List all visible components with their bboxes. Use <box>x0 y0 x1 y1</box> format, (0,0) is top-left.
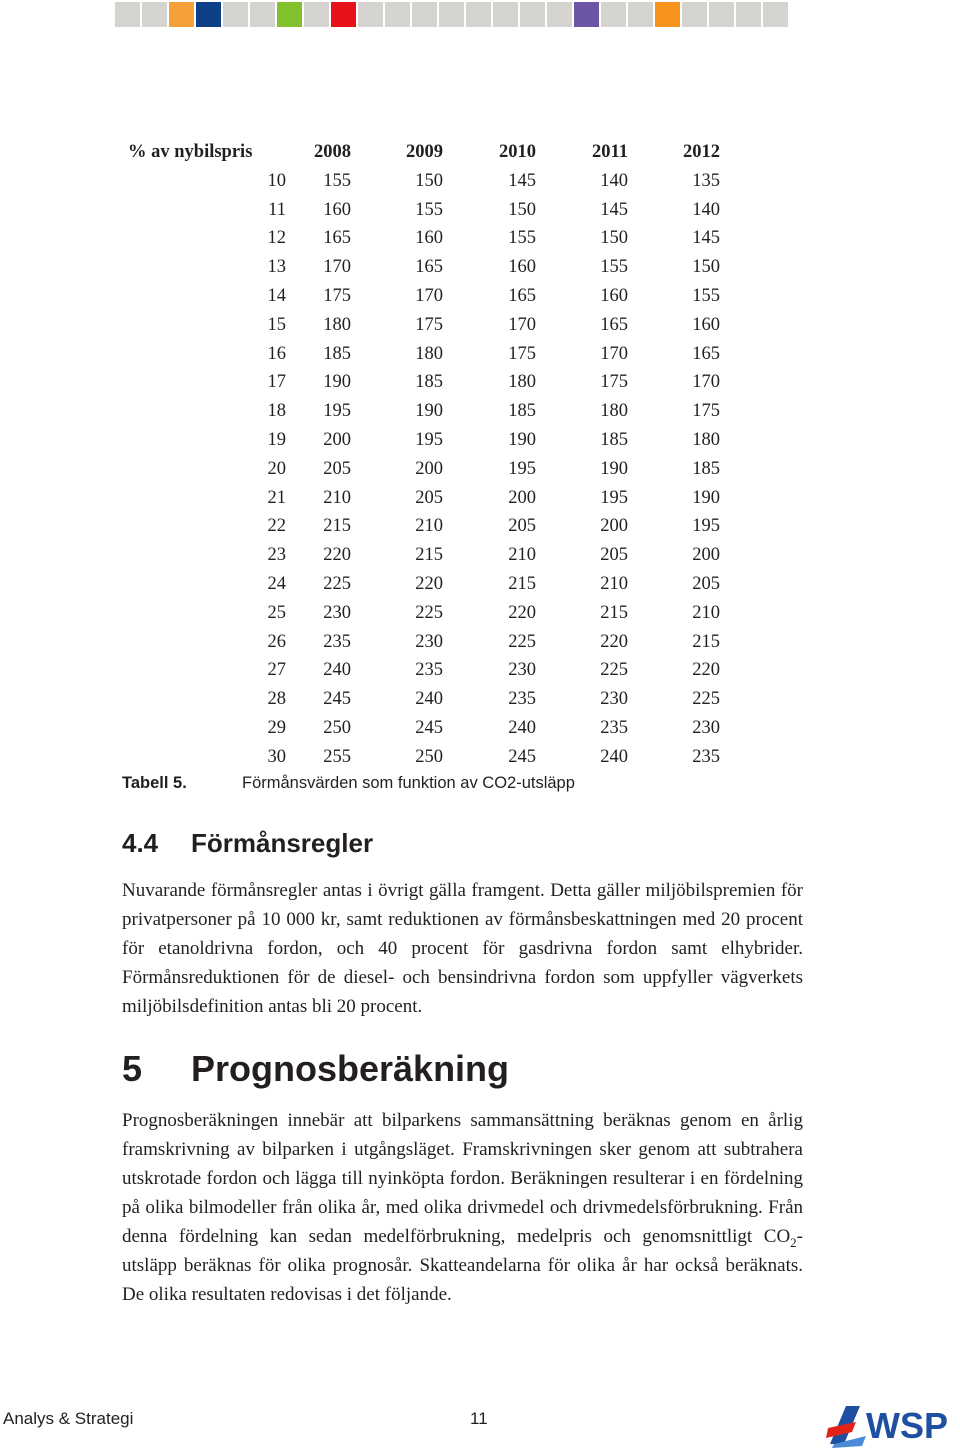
color-swatch <box>304 2 329 27</box>
table-row <box>120 484 720 513</box>
percent-cell: 10 <box>267 170 286 191</box>
value-cell: 160 <box>415 228 443 249</box>
color-swatch <box>493 2 518 27</box>
percent-cell: 11 <box>268 199 286 220</box>
percent-cell: 27 <box>267 660 286 681</box>
value-cell: 140 <box>600 170 628 191</box>
value-cell: 155 <box>415 199 443 220</box>
color-swatch <box>763 2 788 27</box>
value-cell: 180 <box>323 314 351 335</box>
percent-cell: 20 <box>267 458 286 479</box>
footer-department: Analys & Strategi <box>3 1409 134 1428</box>
color-swatch <box>682 2 707 27</box>
color-swatch <box>223 2 248 27</box>
value-cell: 200 <box>415 458 443 479</box>
column-header: 2012 <box>683 142 720 162</box>
value-cell: 170 <box>415 285 443 306</box>
value-cell: 240 <box>323 660 351 681</box>
value-cell: 165 <box>415 257 443 278</box>
column-header: 2010 <box>499 142 536 162</box>
value-cell: 205 <box>415 487 443 508</box>
value-cell: 230 <box>415 631 443 652</box>
value-cell: 220 <box>323 545 351 566</box>
column-header: 2011 <box>592 142 628 162</box>
value-cell: 180 <box>692 429 720 450</box>
value-cell: 215 <box>415 545 443 566</box>
color-swatch <box>574 2 599 27</box>
percent-cell: 18 <box>267 401 286 422</box>
value-cell: 225 <box>508 631 536 652</box>
value-cell: 255 <box>323 746 351 767</box>
color-swatch <box>331 2 356 27</box>
value-cell: 220 <box>415 573 443 594</box>
value-cell: 165 <box>323 228 351 249</box>
value-cell: 210 <box>415 516 443 537</box>
value-cell: 155 <box>600 257 628 278</box>
color-swatch <box>250 2 275 27</box>
value-cell: 160 <box>600 285 628 306</box>
value-cell: 175 <box>415 314 443 335</box>
value-cell: 170 <box>692 372 720 393</box>
table-header-row <box>120 138 720 167</box>
percent-cell: 19 <box>267 429 286 450</box>
value-cell: 175 <box>692 401 720 422</box>
value-cell: 215 <box>600 602 628 623</box>
value-cell: 205 <box>692 573 720 594</box>
color-swatch <box>196 2 221 27</box>
value-cell: 220 <box>508 602 536 623</box>
value-cell: 235 <box>692 746 720 767</box>
color-swatch <box>385 2 410 27</box>
subscript: 2 <box>790 1234 797 1250</box>
page-number: 11 <box>470 1409 488 1428</box>
chapter-heading-5 <box>122 1048 509 1090</box>
value-cell: 155 <box>692 285 720 306</box>
value-cell: 240 <box>415 689 443 710</box>
value-cell: 230 <box>323 602 351 623</box>
value-cell: 155 <box>323 170 351 191</box>
value-cell: 250 <box>323 717 351 738</box>
table-row <box>120 656 720 685</box>
chapter-5-paragraph <box>122 1106 803 1309</box>
value-cell: 240 <box>600 746 628 767</box>
table-row <box>120 599 720 628</box>
percent-cell: 15 <box>267 314 286 335</box>
table-row <box>120 311 720 340</box>
paragraph-text-part: -utsläpp beräknas för olika prognosår. Skatteandelarna för olika år har också beräknats. De olika resultaten redovisas i det följande. <box>122 1226 803 1305</box>
table-row <box>120 426 720 455</box>
value-cell: 160 <box>508 257 536 278</box>
value-cell: 160 <box>323 199 351 220</box>
value-cell: 205 <box>600 545 628 566</box>
table-row <box>120 397 720 426</box>
value-cell: 140 <box>692 199 720 220</box>
value-cell: 225 <box>692 689 720 710</box>
value-cell: 235 <box>323 631 351 652</box>
table-caption <box>122 774 575 793</box>
value-cell: 180 <box>415 343 443 364</box>
percent-cell: 24 <box>267 573 286 594</box>
value-cell: 165 <box>692 343 720 364</box>
value-cell: 200 <box>600 516 628 537</box>
value-cell: 230 <box>692 717 720 738</box>
table-row <box>120 224 720 253</box>
section-title: Förmånsregler <box>191 828 374 858</box>
percent-cell: 23 <box>267 545 286 566</box>
value-cell: 150 <box>692 257 720 278</box>
value-cell: 145 <box>600 199 628 220</box>
value-cell: 195 <box>415 429 443 450</box>
value-cell: 190 <box>508 429 536 450</box>
table-row <box>120 570 720 599</box>
percent-cell: 28 <box>267 689 286 710</box>
value-cell: 180 <box>508 372 536 393</box>
value-cell: 165 <box>508 285 536 306</box>
table-row <box>120 340 720 369</box>
value-cell: 185 <box>692 458 720 479</box>
value-cell: 145 <box>508 170 536 191</box>
value-cell: 200 <box>692 545 720 566</box>
value-cell: 190 <box>600 458 628 479</box>
table-row <box>120 253 720 282</box>
percent-cell: 14 <box>267 285 286 306</box>
value-cell: 160 <box>692 314 720 335</box>
value-cell: 195 <box>692 516 720 537</box>
table-row <box>120 196 720 225</box>
section-number: 4.4 <box>122 828 159 858</box>
column-header: % av nybilspris <box>128 142 253 162</box>
value-cell: 190 <box>323 372 351 393</box>
color-swatch <box>709 2 734 27</box>
value-cell: 245 <box>508 746 536 767</box>
value-cell: 220 <box>692 660 720 681</box>
table-row <box>120 368 720 397</box>
value-cell: 245 <box>323 689 351 710</box>
value-cell: 235 <box>508 689 536 710</box>
table-row <box>120 628 720 657</box>
value-cell: 200 <box>323 429 351 450</box>
value-cell: 205 <box>323 458 351 479</box>
color-swatch <box>142 2 167 27</box>
value-cell: 170 <box>323 257 351 278</box>
table-row <box>120 541 720 570</box>
color-swatch <box>439 2 464 27</box>
percent-cell: 29 <box>267 717 286 738</box>
value-cell: 180 <box>600 401 628 422</box>
percent-cell: 12 <box>267 228 286 249</box>
value-cell: 225 <box>323 573 351 594</box>
percent-cell: 30 <box>267 746 286 767</box>
table-row <box>120 167 720 196</box>
value-cell: 170 <box>508 314 536 335</box>
caption-text: Förmånsvärden som funktion av CO2-utsläpp <box>242 774 575 792</box>
color-swatch-bar <box>115 2 790 27</box>
color-swatch <box>655 2 680 27</box>
table-row <box>120 685 720 714</box>
value-cell: 165 <box>600 314 628 335</box>
section-heading-4-4 <box>122 828 373 859</box>
color-swatch <box>412 2 437 27</box>
color-swatch <box>547 2 572 27</box>
table-row <box>120 455 720 484</box>
value-cell: 250 <box>415 746 443 767</box>
percent-cell: 22 <box>267 516 286 537</box>
percent-cell: 26 <box>267 631 286 652</box>
value-cell: 205 <box>508 516 536 537</box>
value-cell: 185 <box>508 401 536 422</box>
chapter-title: Prognosberäkning <box>191 1048 510 1089</box>
value-cell: 235 <box>600 717 628 738</box>
benefit-values-table <box>120 138 720 772</box>
column-header: 2008 <box>314 142 351 162</box>
value-cell: 210 <box>508 545 536 566</box>
color-swatch <box>277 2 302 27</box>
value-cell: 190 <box>415 401 443 422</box>
color-swatch <box>115 2 140 27</box>
wsp-logo-icon <box>826 1400 960 1448</box>
column-header: 2009 <box>406 142 443 162</box>
color-swatch <box>601 2 626 27</box>
value-cell: 195 <box>323 401 351 422</box>
value-cell: 225 <box>600 660 628 681</box>
value-cell: 220 <box>600 631 628 652</box>
value-cell: 235 <box>415 660 443 681</box>
value-cell: 215 <box>692 631 720 652</box>
caption-number: Tabell 5. <box>122 774 187 792</box>
value-cell: 195 <box>508 458 536 479</box>
value-cell: 190 <box>692 487 720 508</box>
color-swatch <box>628 2 653 27</box>
table-row <box>120 743 720 772</box>
percent-cell: 21 <box>267 487 286 508</box>
value-cell: 195 <box>600 487 628 508</box>
value-cell: 210 <box>692 602 720 623</box>
value-cell: 135 <box>692 170 720 191</box>
value-cell: 150 <box>415 170 443 191</box>
value-cell: 175 <box>508 343 536 364</box>
table-row <box>120 714 720 743</box>
value-cell: 175 <box>600 372 628 393</box>
color-swatch <box>169 2 194 27</box>
value-cell: 200 <box>508 487 536 508</box>
value-cell: 170 <box>600 343 628 364</box>
value-cell: 150 <box>508 199 536 220</box>
paragraph-text-part: Prognosberäkningen innebär att bilparkens sammansättning beräknas genom en årlig framskrivning av bilparken i utgångsläget. Framskrivningen sker genom att subtrahera utskrotade fordon och lägga till nyinköpta fordon. Beräkningen resulterar i en fördelning på olika bilmodeller från olika år, med olika drivmedel och drivmedelsförbrukning. Från denna fördelning kan sedan medelförbrukning, medelpris och genomsnittligt CO <box>122 1110 803 1247</box>
value-cell: 210 <box>323 487 351 508</box>
value-cell: 175 <box>323 285 351 306</box>
color-swatch <box>736 2 761 27</box>
table-row <box>120 512 720 541</box>
percent-cell: 17 <box>267 372 286 393</box>
logo-text: WSP <box>866 1405 949 1446</box>
value-cell: 185 <box>415 372 443 393</box>
chapter-number: 5 <box>122 1048 143 1089</box>
value-cell: 150 <box>600 228 628 249</box>
value-cell: 145 <box>692 228 720 249</box>
value-cell: 185 <box>600 429 628 450</box>
value-cell: 185 <box>323 343 351 364</box>
color-swatch <box>520 2 545 27</box>
value-cell: 155 <box>508 228 536 249</box>
percent-cell: 13 <box>267 257 286 278</box>
value-cell: 230 <box>508 660 536 681</box>
percent-cell: 25 <box>267 602 286 623</box>
value-cell: 240 <box>508 717 536 738</box>
value-cell: 245 <box>415 717 443 738</box>
value-cell: 230 <box>600 689 628 710</box>
color-swatch <box>358 2 383 27</box>
percent-cell: 16 <box>267 343 286 364</box>
value-cell: 215 <box>323 516 351 537</box>
section-4-4-paragraph: Nuvarande förmånsregler antas i övrigt gälla framgent. Detta gäller miljöbilspremien för privatpersoner på 10 000 kr, samt reduktionen av förmånsbeskattningen med 20 procent för etanoldrivna fordon, och 40 procent för gasdrivna fordon samt elhybrider. Förmånsreduktionen för de diesel- och bensindrivna fordon som uppfyller vägverkets miljöbilsdefinition antas bli 20 procent. <box>122 880 803 1017</box>
value-cell: 225 <box>415 602 443 623</box>
value-cell: 215 <box>508 573 536 594</box>
table-row <box>120 282 720 311</box>
value-cell: 210 <box>600 573 628 594</box>
color-swatch <box>466 2 491 27</box>
